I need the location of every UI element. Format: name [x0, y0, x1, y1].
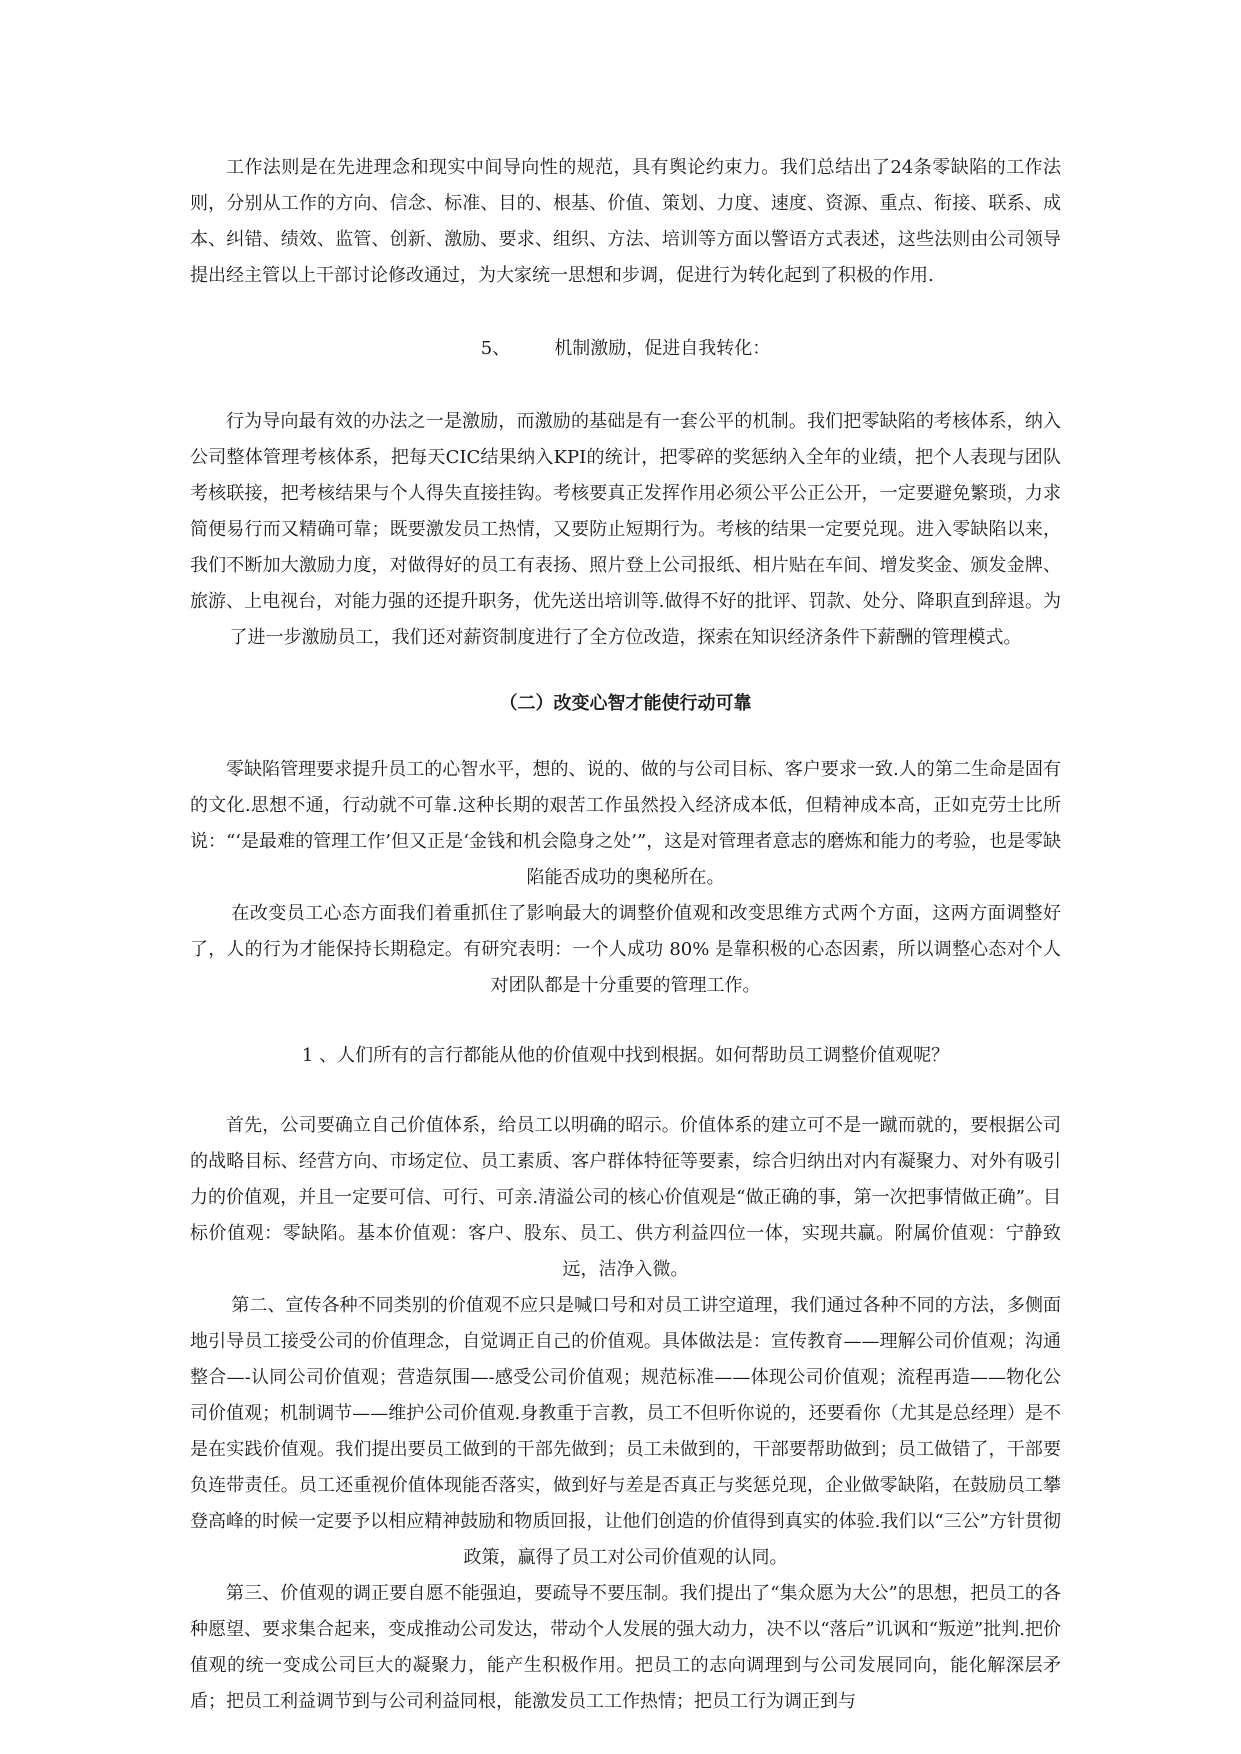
section-number: 5、 [480, 338, 511, 359]
question-values: 1 、人们所有的言行都能从他的价值观中找到根据。如何帮助员工调整价值观呢？ [301, 1045, 950, 1066]
paragraph-mindset-intro: 零缺陷管理要求提升员工的心智水平，想的、说的、做的与公司目标、客户要求一致.人的第二生命是固有的文化.思想不通，行动就不可靠.这种长期的艰苦工作虽然投入经济成本低，但精神成本高，正如克劳士比所说：“‘是最难的管理工作’但又正是‘金钱和机会隐身之处’”，这是对管理者意志的磨炼和能力的考验，也是零缺陷能否成功的奥秘所在。 [190, 759, 1061, 888]
section-heading-5 [190, 331, 1061, 367]
paragraph-work-rules: 工作法则是在先进理念和现实中间导向性的规范，具有舆论约束力。我们总结出了24条零缺陷的工作法则，分别从工作的方向、信念、标准、目的、根基、价值、策划、力度、速度、资源、重点、衔接、联系、成本、纠错、绩效、监管、创新、激励、要求、组织、方法、培训等方面以警语方式表述，这些法则由公司领导提出经主管以上干部讨论修改通过，为大家统一思想和步调，促进行为转化起到了积极的作用. [190, 157, 1061, 286]
section-title: 机制激励，促进自我转化： [554, 338, 771, 359]
paragraph-mindset-focus: 在改变员工心态方面我们着重抓住了影响最大的调整价值观和改变思维方式两个方面，这两方面调整好了，人的行为才能保持长期稳定。有研究表明：一个人成功 80% 是靠积极的心态因素，所以调整心态对个人对团队都是十分重要的管理工作。 [190, 903, 1061, 996]
paragraph-values-second: 第二、宣传各种不同类别的价值观不应只是喊口号和对员工讲空道理，我们通过各种不同的方法，多侧面地引导员工接受公司的价值理念，自觉调正自己的价值观。具体做法是：宣传教育——理解公司价值观；沟通整合—-认同公司价值观；营造氛围—-感受公司价值观；规范标准——体现公司价值观；流程再造——物化公司价值观；机制调节——维护公司价值观.身教重于言教，员工不但听你说的，还要看你（尤其是总经理）是不是在实践价值观。我们提出要员工做到的干部先做到；员工未做到的，干部要帮助做到；员工做错了，干部要负连带责任。员工还重视价值体现能否落实，做到好与差是否真正与奖惩兑现，企业做零缺陷，在鼓励员工攀登高峰的时候一定要予以相应精神鼓励和物质回报，让他们创造的价值得到真实的体验.我们以“三公”方针贯彻政策，赢得了员工对公司价值观的认同。 [190, 1295, 1061, 1568]
section-heading-mindset: （二）改变心智才能使行动可靠 [499, 693, 752, 714]
paragraph-values-first: 首先，公司要确立自己价值体系，给员工以明确的昭示。价值体系的建立可不是一蹴而就的，要根据公司的战略目标、经营方向、市场定位、员工素质、客户群体特征等要素，综合归纳出对内有凝聚力、对外有吸引力的价值观，并且一定要可信、可行、可亲.清溢公司的核心价值观是“做正确的事，第一次把事情做正确”。目标价值观：零缺陷。基本价值观：客户、股东、员工、供方利益四位一体，实现共赢。附属价值观：宁静致远，洁净入微。 [190, 1115, 1061, 1280]
document-page [190, 150, 1061, 1720]
paragraph-incentive-mechanism: 行为导向最有效的办法之一是激励，而激励的基础是有一套公平的机制。我们把零缺陷的考核体系，纳入公司整体管理考核体系，把每天CIC结果纳入KPI的统计，把零碎的奖惩纳入全年的业绩，把个人表现与团队考核联接，把考核结果与个人得失直接挂钩。考核要真正发挥作用必须公平公正公开，一定要避免繁琐，力求简便易行而又精确可靠；既要激发员工热情，又要防止短期行为。考核的结果一定要兑现。进入零缺陷以来，我们不断加大激励力度，对做得好的员工有表扬、照片登上公司报纸、相片贴在车间、增发奖金、颁发金牌、旅游、上电视台，对能力强的还提升职务，优先送出培训等.做得不好的批评、罚款、处分、降职直到辞退。为了进一步激励员工，我们还对薪资制度进行了全方位改造，探索在知识经济条件下薪酬的管理模式。 [190, 411, 1061, 648]
paragraph-values-third: 第三、价值观的调正要自愿不能强迫，要疏导不要压制。我们提出了“集众愿为大公”的思想，把员工的各种愿望、要求集合起来，变成推动公司发达，带动个人发展的强大动力，决不以“落后”讥讽和“叛逆”批判.把价值观的统一变成公司巨大的凝聚力，能产生积极作用。把员工的志向调理到与公司发展同向，能化解深层矛盾；把员工利益调节到与公司利益同根，能激发员工工作热情；把员工行为调正到与 [190, 1583, 1061, 1712]
